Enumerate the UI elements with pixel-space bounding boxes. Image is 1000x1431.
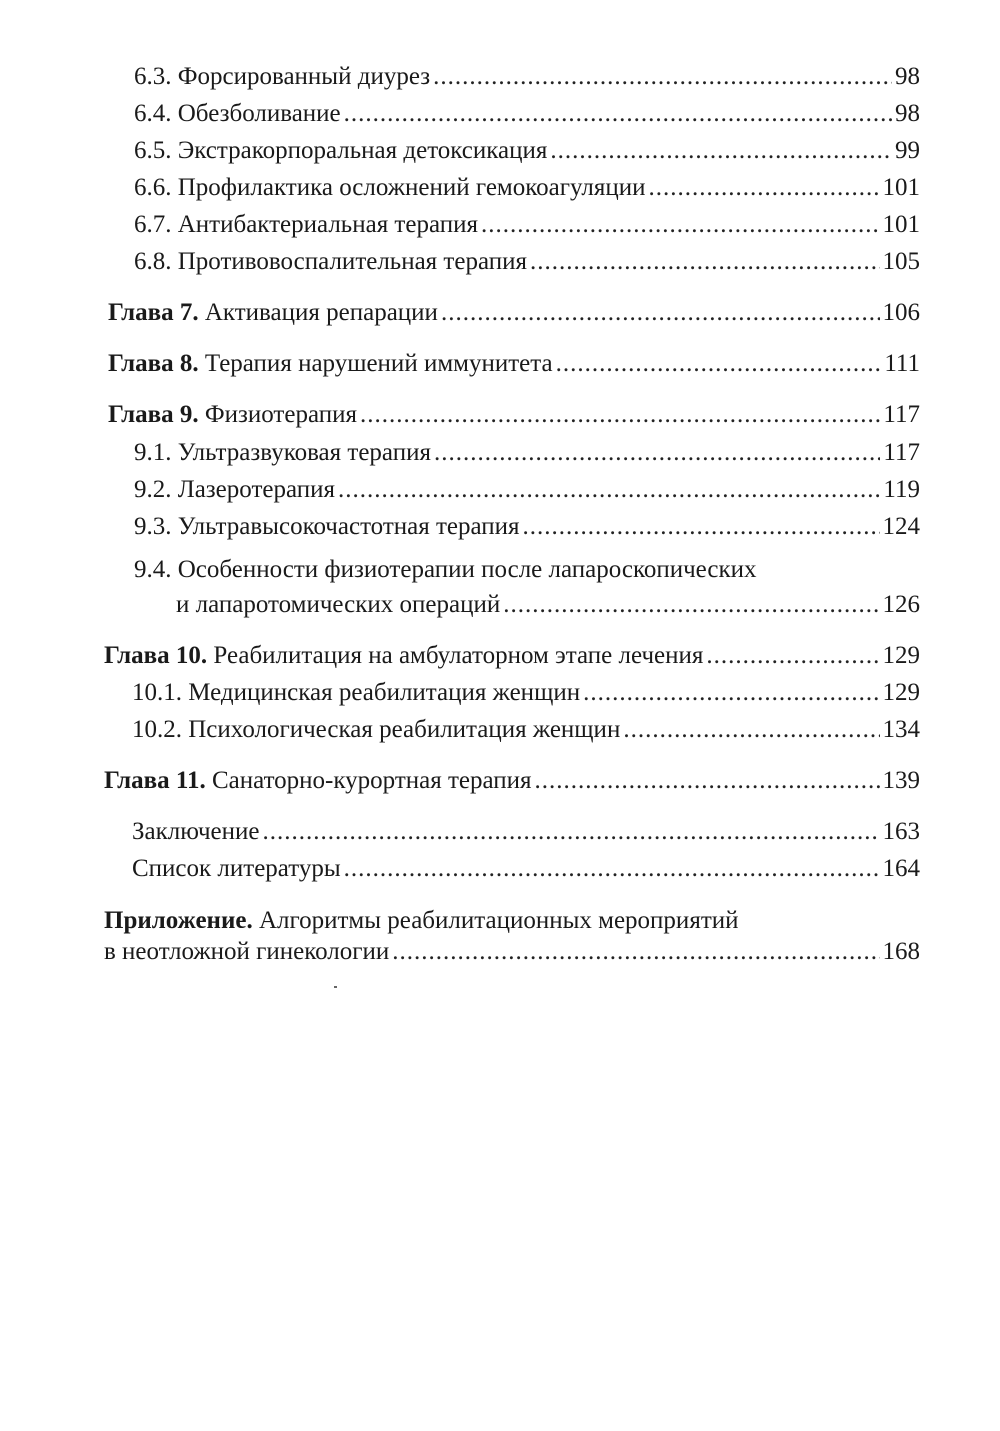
toc-entry-page: 129 — [882, 642, 920, 669]
toc-entry-6-7[interactable] — [134, 210, 920, 240]
leader-dots — [550, 136, 892, 166]
toc-entry-page: 106 — [882, 299, 920, 326]
toc-entry-label: 9.3. Ультравысокочастотная терапия — [134, 513, 520, 540]
toc-entry-page: 98 — [895, 100, 920, 127]
toc-entry-page: 168 — [882, 938, 920, 965]
toc-entry-label: 10.1. Медицинская реабилитация женщин — [132, 679, 581, 706]
toc-entry-page: 99 — [895, 137, 920, 164]
toc-entry-label: 6.8. Противовоспалительная терапия — [134, 248, 527, 275]
chapter-prefix: Глава 7. — [108, 299, 199, 326]
leader-dots — [623, 715, 879, 745]
leader-dots — [523, 512, 880, 542]
appendix-title: Алгоритмы реабилитационных мероприятий — [252, 907, 739, 934]
toc-entry-label — [104, 906, 739, 936]
toc-entry-page: 111 — [884, 350, 920, 377]
print-speck — [334, 986, 337, 988]
leader-dots — [344, 99, 892, 129]
toc-entry-label: 6.6. Профилактика осложнений гемокоагуляции — [134, 174, 646, 201]
leader-dots — [344, 854, 880, 884]
toc-entry-label — [104, 766, 532, 796]
toc-entry-6-5[interactable] — [134, 136, 920, 166]
toc-chapter-9[interactable] — [108, 400, 920, 430]
leader-dots — [556, 349, 882, 379]
chapter-prefix: Глава 11. — [104, 767, 206, 794]
toc-entry-conclusion[interactable] — [132, 817, 920, 847]
leader-dots — [503, 590, 879, 620]
toc-entry-label: 9.1. Ультразвуковая терапия — [134, 439, 431, 466]
chapter-prefix: Глава 10. — [104, 642, 208, 669]
toc-entry-page: 164 — [882, 855, 920, 882]
toc-entry-page: 117 — [883, 401, 920, 428]
leader-dots — [583, 678, 879, 708]
toc-entry-9-3[interactable] — [134, 512, 920, 542]
toc-entry-label — [104, 641, 703, 671]
chapter-title: Терапия нарушений иммунитета — [198, 350, 553, 377]
leader-dots — [263, 817, 880, 847]
toc-entry-page: 105 — [882, 248, 920, 275]
toc-entry-page: 124 — [882, 513, 920, 540]
toc-entry-page: 119 — [883, 476, 920, 503]
toc-entry-6-6[interactable] — [134, 173, 920, 203]
toc-entry-label: 9.4. Особенности физиотерапии после лапароскопических — [134, 556, 757, 583]
toc-entry-label: 6.4. Обезболивание — [134, 100, 341, 127]
leader-dots — [433, 62, 892, 92]
toc-entry-label: 6.3. Форсированный диурез — [134, 63, 431, 90]
toc-entry-9-4-line1[interactable] — [134, 555, 920, 585]
chapter-title: Санаторно-курортная терапия — [205, 767, 532, 794]
toc-entry-page: 98 — [895, 63, 920, 90]
appendix-prefix: Приложение. — [104, 907, 253, 934]
toc-entry-6-3[interactable] — [134, 62, 920, 92]
leader-dots — [441, 298, 880, 328]
toc-appendix-line2[interactable] — [104, 937, 920, 967]
toc-chapter-10[interactable] — [104, 641, 920, 671]
toc-appendix-line1[interactable] — [104, 906, 920, 936]
toc-entry-label-continued: и лапаротомических операций — [176, 591, 501, 618]
toc-entry-page: 139 — [882, 767, 920, 794]
toc-chapter-11[interactable] — [104, 766, 920, 796]
toc-entry-label: 6.7. Антибактериальная терапия — [134, 211, 478, 238]
toc-entry-page: 134 — [882, 716, 920, 743]
toc-entry-label: 10.2. Психологическая реабилитация женщин — [132, 716, 621, 743]
chapter-prefix: Глава 8. — [108, 350, 199, 377]
toc-chapter-8[interactable] — [108, 349, 920, 379]
toc-entry-page: 129 — [882, 679, 920, 706]
toc-entry-label — [108, 298, 438, 328]
chapter-prefix: Глава 9. — [108, 401, 199, 428]
toc-entry-page: 163 — [882, 818, 920, 845]
toc-entry-9-2[interactable] — [134, 475, 920, 505]
toc-entry-label — [108, 349, 553, 379]
leader-dots — [392, 937, 879, 967]
toc-entry-label-continued: в неотложной гинекологии — [104, 938, 390, 965]
chapter-title: Активация репарации — [198, 299, 438, 326]
leader-dots — [535, 766, 880, 796]
toc-entry-label: Заключение — [132, 818, 260, 845]
chapter-title: Реабилитация на амбулаторном этапе лечения — [207, 642, 704, 669]
toc-entry-label: 9.2. Лазеротерапия — [134, 476, 335, 503]
toc-entry-page: 117 — [883, 439, 920, 466]
toc-entry-page: 101 — [882, 174, 920, 201]
leader-dots — [434, 438, 880, 468]
leader-dots — [648, 173, 879, 203]
toc-entry-page: 126 — [882, 591, 920, 618]
leader-dots — [530, 247, 880, 277]
toc-entry-page: 101 — [882, 211, 920, 238]
toc-entry-9-4-line2[interactable] — [176, 590, 920, 620]
toc-entry-6-8[interactable] — [134, 247, 920, 277]
toc-entry-10-2[interactable] — [132, 715, 920, 745]
toc-entry-10-1[interactable] — [132, 678, 920, 708]
leader-dots — [338, 475, 880, 505]
toc-chapter-7[interactable] — [108, 298, 920, 328]
toc-entry-6-4[interactable] — [134, 99, 920, 129]
leader-dots — [481, 210, 880, 240]
leader-dots — [360, 400, 880, 430]
toc-entry-label: Список литературы — [132, 855, 341, 882]
chapter-title: Физиотерапия — [198, 401, 357, 428]
toc-entry-references[interactable] — [132, 854, 920, 884]
leader-dots — [706, 641, 879, 671]
toc-entry-label — [108, 400, 357, 430]
toc-entry-label: 6.5. Экстракорпоральная детоксикация — [134, 137, 548, 164]
toc-entry-9-1[interactable] — [134, 438, 920, 468]
